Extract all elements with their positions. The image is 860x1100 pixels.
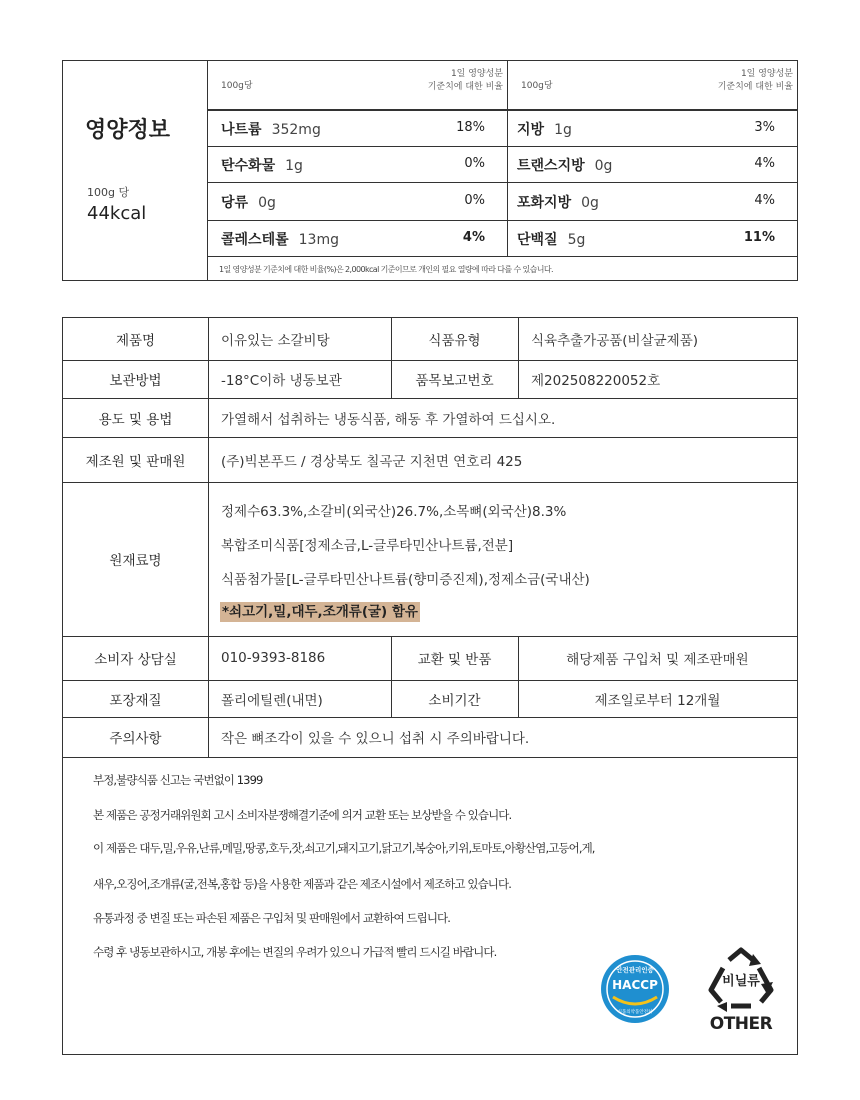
nutrient-sodium: 나트륨 352mg <box>221 122 321 138</box>
note-line-1: 부정,불량식품 신고는 국번없이 1399 <box>93 773 263 787</box>
nutrient-fat: 지방 1g <box>517 122 572 138</box>
note-line-4: 새우,오징어,조개류(굴,전복,홍합 등)을 사용한 제품과 같은 제조시설에서 제조하고 있습니다. <box>93 877 511 891</box>
ingredient-line-3: 식품첨가물[L-글루타민산나트륨(향미증진제),정제소금(국내산) <box>221 572 590 588</box>
nutrient-fat-percent: 3% <box>754 120 775 135</box>
nutrition-title: 영양정보 <box>85 118 171 143</box>
product-name-value: 이유있는 소갈비탕 <box>221 333 330 349</box>
right-ratio-line-1: 1일 영양성분 <box>740 69 793 79</box>
packaging-label: 포장재질 <box>109 692 162 709</box>
nutrient-carbohydrate: 탄수화물 1g <box>221 158 303 174</box>
exchange-label: 교환 및 반품 <box>417 652 492 668</box>
haccp-top-text: 안전관리인증 <box>616 966 654 974</box>
row-divider-1 <box>207 146 798 147</box>
note-line-2: 본 제품은 공정거래위원회 고시 소비자분쟁해결기준에 의거 교환 또는 보상받을 수 있습니다. <box>93 808 512 822</box>
caution-label: 주의사항 <box>109 731 162 747</box>
nutrition-footnote: 1일 영양성분 기준치에 대한 비율(%)은 2,000kcal 기준이므로 개인의 필요 열량에 따라 다를 수 있습니다. <box>219 265 553 274</box>
recycle-material-text: 비닐류 <box>722 974 760 989</box>
food-type-value: 식육추출가공품(비살균제품) <box>531 333 699 349</box>
packaging-value: 폴리에틸렌(내면) <box>221 692 323 709</box>
nutrient-carbohydrate-percent: 0% <box>464 156 485 171</box>
header-divider <box>207 109 798 111</box>
storage-value: -18°C이하 냉동보관 <box>221 373 342 389</box>
caution-value: 작은 뼈조각이 있을 수 있으니 섭취 시 주의바랍니다. <box>221 731 530 747</box>
usage-label: 용도 및 용법 <box>98 411 173 428</box>
row-divider-4 <box>207 256 798 257</box>
nutrition-kcal: 44kcal <box>87 203 147 224</box>
right-col-header-ratio <box>643 68 793 94</box>
maker-label: 제조원 및 판매원 <box>85 453 186 470</box>
allergen-line <box>220 600 420 620</box>
nutrient-trans-fat-percent: 4% <box>754 156 775 171</box>
haccp-bottom-text: 식품의약품안전처 <box>617 1010 653 1015</box>
nutrient-protein-percent: 11% <box>743 230 775 245</box>
exchange-value: 해당제품 구입처 및 제조판매원 <box>566 652 749 668</box>
nutrient-trans-fat: 트랜스지방 0g <box>517 158 613 174</box>
info-row-line-8 <box>63 757 797 758</box>
ingredients-label: 원재료명 <box>109 553 162 569</box>
product-info-table <box>62 317 798 1055</box>
column-divider <box>507 61 508 256</box>
report-number-value: 제202508220052호 <box>531 373 661 389</box>
info-label-column-line <box>208 318 209 757</box>
right-ratio-line-2: 기준치에 대한 비율 <box>717 82 793 92</box>
ingredient-line-1: 정제수63.3%,소갈비(외국산)26.7%,소목뼈(외국산)8.3% <box>221 504 567 520</box>
left-ratio-line-2: 기준치에 대한 비율 <box>427 82 503 92</box>
recycle-mark <box>703 946 779 1036</box>
nutrient-sugar-percent: 0% <box>464 193 485 208</box>
nutrition-summary-panel <box>63 61 208 280</box>
ingredient-line-2: 복합조미식품[정제소금,L-글루타민산나트륨,전분] <box>221 538 514 554</box>
note-line-6: 수령 후 냉동보관하시고, 개봉 후에는 변질의 우려가 있으니 가급적 빨리 드시길 바랍니다. <box>93 945 497 959</box>
nutrition-serving-per: 100g 당 <box>87 186 130 199</box>
note-line-5: 유통과정 중 변질 또는 파손된 제품은 구입처 및 판매원에서 교환하여 드립니다. <box>93 911 450 925</box>
nutrient-cholesterol: 콜레스테롤 13mg <box>221 232 339 248</box>
right-col-header-per: 100g당 <box>521 81 553 91</box>
nutrient-cholesterol-percent: 4% <box>462 230 485 245</box>
food-type-label: 식품유형 <box>428 333 481 349</box>
left-col-header-per: 100g당 <box>221 81 253 91</box>
nutrient-sodium-percent: 18% <box>456 120 485 135</box>
product-name-label: 제품명 <box>115 333 156 349</box>
note-line-3: 이 제품은 대두,밀,우유,난류,메밀,땅콩,호두,잣,쇠고기,돼지고기,닭고기,복숭아,키위,토마토,아황산염,고등어,게, <box>93 841 595 855</box>
recycle-type-text: OTHER <box>709 1014 773 1034</box>
row-divider-3 <box>207 220 798 221</box>
nutrient-protein: 단백질 5g <box>517 232 586 248</box>
haccp-main-text: HACCP <box>612 978 658 992</box>
report-number-label: 품목보고번호 <box>415 373 494 389</box>
nutrient-saturated-fat-percent: 4% <box>754 193 775 208</box>
left-ratio-line-1: 1일 영양성분 <box>450 69 503 79</box>
nutrition-facts-box <box>62 60 798 281</box>
nutrient-saturated-fat: 포화지방 0g <box>517 195 599 211</box>
allergen-highlight: *쇠고기,밀,대두,조개류(굴) 함유 <box>222 604 418 620</box>
haccp-badge <box>599 953 671 1025</box>
info-mid-line-b <box>518 318 519 398</box>
row-divider-2 <box>207 182 798 183</box>
maker-value: (주)빅본푸드 / 경상북도 칠곡군 지천면 연호리 425 <box>221 453 523 470</box>
storage-label: 보관방법 <box>109 373 162 389</box>
consumer-center-label: 소비자 상담실 <box>94 652 177 668</box>
usage-value: 가열해서 섭취하는 냉동식품, 해동 후 가열하여 드십시오. <box>221 411 556 428</box>
consumer-center-value: 010-9393-8186 <box>221 650 326 666</box>
expiry-value: 제조일로부터 12개월 <box>594 692 721 709</box>
nutrient-sugar: 당류 0g <box>221 195 276 211</box>
left-col-header-ratio <box>353 68 503 94</box>
expiry-label: 소비기간 <box>428 692 481 709</box>
